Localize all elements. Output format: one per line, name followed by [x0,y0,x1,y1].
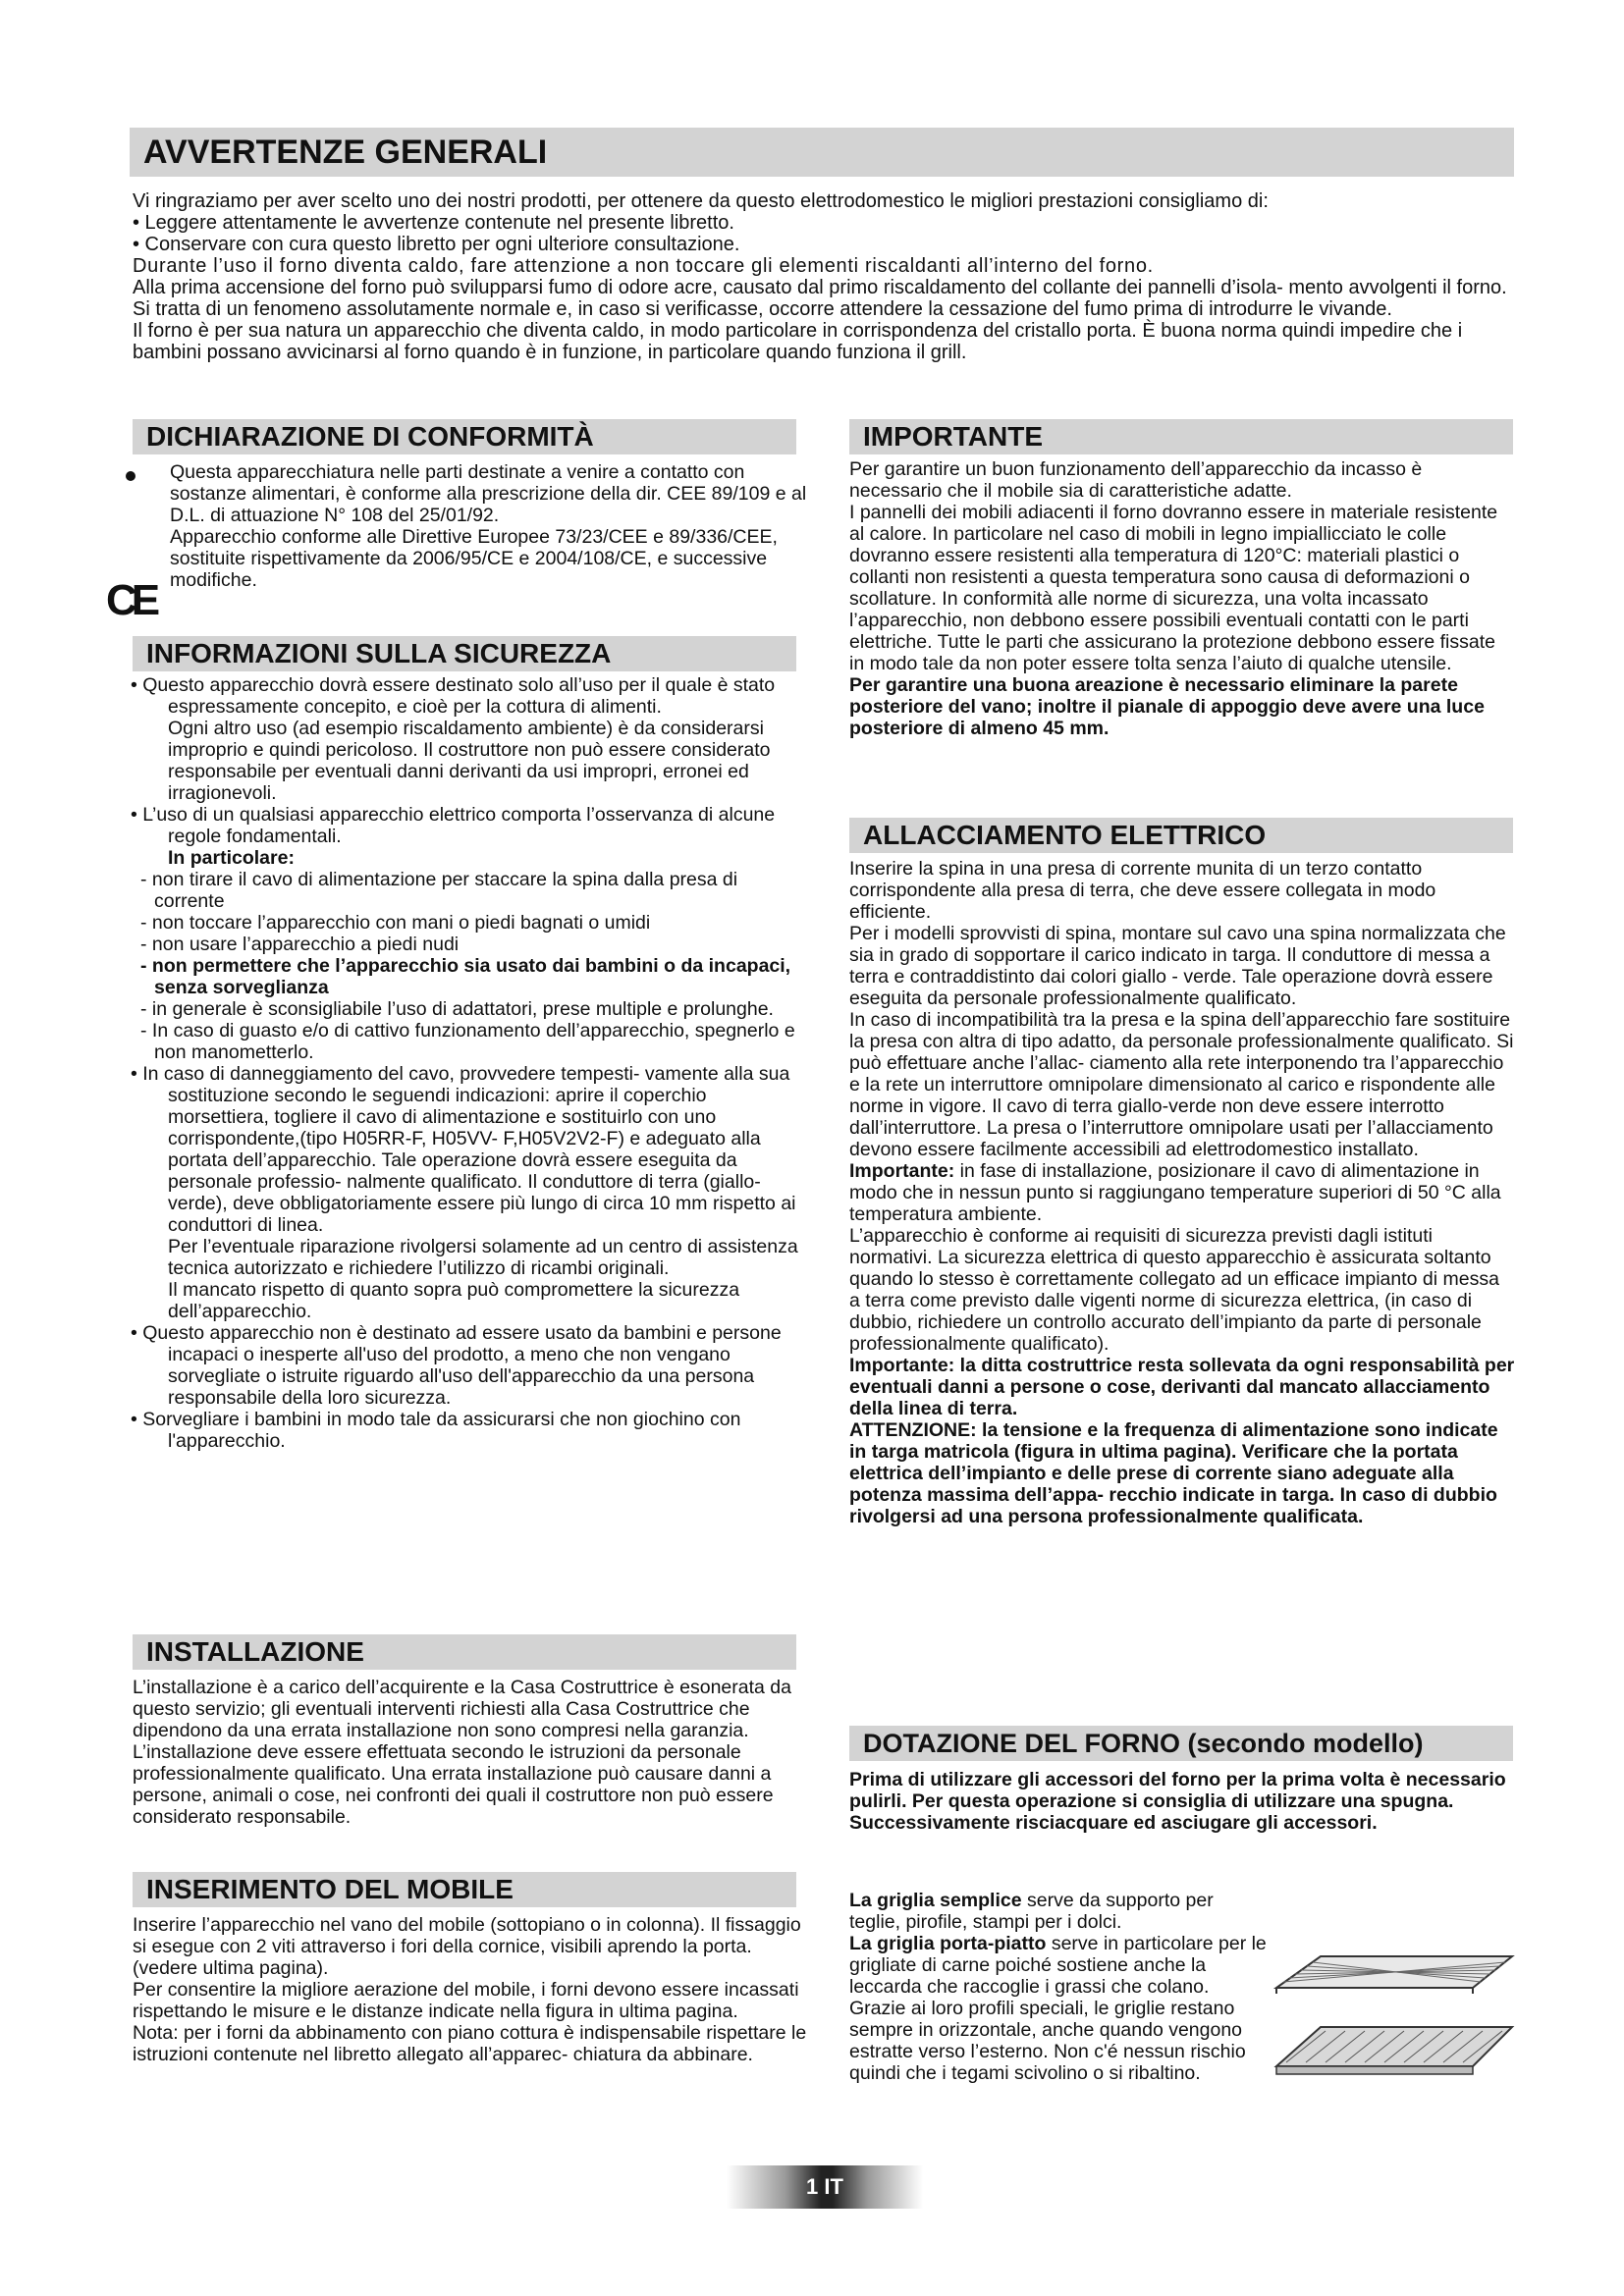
sicurezza-item: - in generale è sconsigliabile l’uso di adattatori, prese multiple e prolunghe. [140,998,774,1020]
importante-p2: I pannelli dei mobili adiacenti il forno dovranno essere in materiale resistente al calore. In particolare nel caso di mobili in legno impiallicciato le colle dovranno essere resistenti alla temperatura di 120°C: materiali plastici o collanti non resistenti a questa temperatura sono causa di deformazioni o scollature. In conformità alle norme di sicurezza, una volta incassato l’apparecchio, non debbono essere possibili eventuali contatti con le parti elettriche. Tutte le parti che assicurano la protezione debbono essere fissate in modo tale da non poter essere tolta senza l’aiuto di qualche utensile. [849,502,1498,674]
intro-line: Vi ringraziamo per aver scelto uno dei nostri prodotti, per ottenere da questo elettrodomestico le migliori prestazioni consigliamo di: [133,190,1269,212]
griglie-text [849,1890,1267,2084]
sicurezza-text [131,674,808,1452]
sicurezza-item: - non tirare il cavo di alimentazione per staccare la spina dalla presa di corrente [140,869,738,912]
elettrico-p4-label: Importante: [849,1160,955,1182]
page-title: AVVERTENZE GENERALI [130,128,1514,177]
griglia-semplice-text: serve da supporto per teglie, pirofile, stampi per i dolci. [849,1890,1214,1933]
sicurezza-item: - In caso di guasto e/o di cattivo funzionamento dell’apparecchio, spegnerlo e non manometterlo. [140,1020,795,1063]
mobile-p3: Nota: per i forni da abbinamento con piano cottura è indispensabile rispettare le istruzioni contenute nel libretto allegato all’apparec- chiatura da abbinare. [133,2022,807,2065]
intro-line: Alla prima accensione del forno può svilupparsi fumo di odore acre, causato dal primo riscaldamento del collante dei pannelli d’isola- mento avvolgenti il forno. Si tratta di un fenomeno assolutamente normale e, in caso si verificasse, occorre attendere la cessazione del fumo prima di introdurre le vivande. [133,277,1507,320]
elettrico-p7: ATTENZIONE: la tensione e la frequenza di alimentazione sono indicate in targa matricola (figura in ultima pagina). Verificare che la portata elettrica dell’impianto e delle prese di corrente siano adeguate alla potenza massima dell’appa- recchio indicate in targa. In caso di dubbio rivolgersi ad una persona professionalmente qualificata. [849,1419,1498,1527]
elettrico-text [849,858,1515,1527]
section-title-sicurezza: INFORMAZIONI SULLA SICUREZZA [133,636,796,671]
sicurezza-item: • In caso di danneggiamento del cavo, provvedere tempesti- vamente alla sua sostituzione secondo le seguendi indicazioni: aprire il coperchio morsettiera, togliere il cavo di alimentazione e sostituirlo con uno corrispondente,(tipo H05RR-F, H05VV- F,H05V2V2-F) e adeguato alla portata dell’apparecchio. Tale operazione dovrà essere eseguita da personale professio- nalmente qualificato. Il conduttore di terra (giallo-verde), deve obbligatoriamente essere più lungo di circa 10 mm rispetto ai conduttori di linea. [131,1063,796,1236]
griglia-semplice [849,1890,1267,1933]
section-title-conformita: DICHIARAZIONE DI CONFORMITÀ [133,419,796,454]
sicurezza-item: In particolare: [168,847,295,869]
griglie-note: Grazie ai loro profili speciali, le griglie restano sempre in orizzontale, anche quando vengono estratte verso l’esterno. Non c'é nessun rischio quindi che i tegami scivolino o si ribaltino. [849,1998,1246,2084]
griglia-portapiatto-label: La griglia porta-piatto [849,1933,1047,1954]
griglia-portapiatto-text: serve in particolare per le grigliate di carne poiché sostiene anche la leccarda che raccoglie i grassi che colano. [849,1933,1267,1998]
installazione-text [133,1677,810,1828]
sicurezza-item: - non permettere che l’apparecchio sia usato dai bambini o da incapaci, senza sorveglianza [140,955,791,998]
elettrico-p6: Importante: la ditta costruttrice resta sollevata da ogni responsabilità per eventuali danni a persone o cose, derivanti dal mancato allacciamento della linea di terra. [849,1355,1515,1419]
intro-line: • Leggere attentamente le avvertenze contenute nel presente libretto. [133,212,734,234]
importante-p1: Per garantire un buon funzionamento dell’apparecchio da incasso è necessario che il mobile sia di caratteristiche adatte. [849,458,1423,502]
page-number: 1 IT [727,2165,923,2209]
sicurezza-item: - non usare l’apparecchio a piedi nudi [140,934,460,955]
elettrico-p4 [849,1160,1515,1225]
elettrico-p3: In caso di incompatibilità tra la presa e la spina dell’apparecchio fare sostituire la presa con altra di tipo adatto, da personale professionalmente qualificato. Si può effettuare anche l’allac- ciamento alla rete interponendo tra l’apparecchio e la rete un interruttore omnipolare dimensionato al carico e rispondente alle norme in vigore. Il cavo di terra giallo-verde non deve essere interrotto dall’interruttore. La presa o l’interruttore omnipolare usati per l’allacciamento devono essere facilmente accessibili ad elettrodomestico installato. [849,1009,1514,1160]
sicurezza-item: • Questo apparecchio dovrà essere destinato solo all’uso per il quale è stato espressamente concepito, e cioè per la cottura di alimenti. [131,674,776,718]
section-title-dotazione: DOTAZIONE DEL FORNO (secondo modello) [849,1726,1513,1761]
griglia-semplice-label: La griglia semplice [849,1890,1022,1911]
elettrico-p4-text: in fase di installazione, posizionare il cavo di alimentazione in modo che in nessun punto si raggiungano temperature superiori di 50 °C alla temperatura ambiente. [849,1160,1501,1225]
ce-mark-icon: CE [106,576,155,624]
sicurezza-item: • Sorvegliare i bambini in modo tale da assicurarsi che non giochino con l'apparecchio. [131,1409,741,1452]
installazione-p1: L’installazione è a carico dell’acquirente e la Casa Costruttrice è esonerata da questo servizio; gli eventuali interventi richiesti alla Casa Costruttrice che dipendono da una errata installazione non sono compresi nella garanzia. [133,1677,791,1741]
griglia-portapiatto [849,1933,1267,1998]
elettrico-p5: L’apparecchio è conforme ai requisiti di sicurezza previsti dagli istituti normativi. La sicurezza elettrica di questo apparecchio è assicurata soltanto quando lo stesso è correttamente collegato ad un efficace impianto di messa a terra come previsto dalle vigenti norme di sicurezza elettrica, (in caso di dubbio, richiedere un controllo accurato dell’impianto da parte di personale professionalmente qualificato). [849,1225,1499,1355]
elettrico-p1: Inserire la spina in una presa di corrente munita di un terzo contatto corrispondente alla presa di terra, che deve essere collegata in modo efficiente. [849,858,1436,923]
mobile-p2: Per consentire la migliore aerazione del mobile, i forni devono essere incassati rispettando le misure e le distanze indicate nella figura in ultima pagina. [133,1979,799,2022]
rack-flat-icon [1276,1956,1512,1994]
intro-line: Durante l’uso il forno diventa caldo, fare attenzione a non toccare gli elementi riscaldanti all’interno del forno. [133,255,1154,277]
sicurezza-item: • L’uso di un qualsiasi apparecchio elettrico comporta l’osservanza di alcune regole fondamentali. [131,804,776,847]
sicurezza-item: - non toccare l’apparecchio con mani o piedi bagnati o umidi [140,912,651,934]
intro-text [133,190,1515,363]
oven-rack-illustration [1272,1949,1517,2106]
elettrico-p2: Per i modelli sprovvisti di spina, montare sul cavo una spina normalizzata che sia in grado di sopportare il carico indicato in targa. Il conduttore di messa a terra e contraddistinto dai colori giallo - verde. Tale operazione dovrà essere eseguita da personale professionalmente qualificato. [849,923,1506,1009]
intro-line: Il forno è per sua natura un apparecchio che diventa caldo, in modo particolare in corrispondenza del cristallo porta. È buona norma quindi impedire che i bambini possano avvicinarsi al forno quando è in funzione, in particolare quando funziona il grill. [133,320,1463,363]
installazione-p2: L’installazione deve essere effettuata secondo le istruzioni da personale professionalmente qualificato. Una errata installazione può causare danni a persone, animali o cose, nei confronti dei quali il costruttore non può essere considerato responsabile. [133,1741,774,1828]
importante-p3: Per garantire una buona areazione è necessario eliminare la parete posteriore del vano; inoltre il pianale di appoggio deve avere una luce posteriore di almeno 45 mm. [849,674,1485,739]
sicurezza-item: Ogni altro uso (ad esempio riscaldamento ambiente) è da considerarsi improprio e quindi pericoloso. Il costruttore non può essere considerato responsabile per eventuali danni derivanti da usi impropri, erronei ed irragionevoli. [168,718,771,804]
importante-text [849,458,1515,739]
section-title-importante: IMPORTANTE [849,419,1513,454]
conformita-text [170,461,813,591]
rack-plate-holder-icon [1276,2027,1512,2074]
sicurezza-item: Il mancato rispetto di quanto sopra può compromettere la sicurezza dell’apparecchio. [168,1279,740,1322]
dotazione-intro [849,1769,1515,1834]
dotazione-p1: Prima di utilizzare gli accessori del forno per la prima volta è necessario pulirli. Per questa operazione si consiglia di utilizzare una spugna. Successivamente risciacquare ed asciugare gli accessori. [849,1769,1506,1834]
mobile-p1: Inserire l’apparecchio nel vano del mobile (sottopiano o in colonna). Il fissaggio si esegue con 2 viti attraverso i fori della cornice, visibili aprendo la porta.(vedere ultima pagina). [133,1914,801,1979]
section-title-mobile: INSERIMENTO DEL MOBILE [133,1872,796,1907]
section-title-elettrico: ALLACCIAMENTO ELETTRICO [849,818,1513,853]
sicurezza-item: • Questo apparecchio non è destinato ad essere usato da bambini e persone incapaci o inesperte all'uso del prodotto, a meno che non vengano sorvegliate o istruite riguardo all'uso dell'apparecchio da una persona responsabile della loro sicurezza. [131,1322,782,1409]
sicurezza-item: Per l’eventuale riparazione rivolgersi solamente ad un centro di assistenza tecnica autorizzato e richiedere l’utilizzo di ricambi originali. [168,1236,798,1279]
mobile-text [133,1914,810,2065]
conformita-p2: Apparecchio conforme alle Direttive Europee 73/23/CEE e 89/336/CEE, sostituite rispettivamente da 2006/95/CE e 2004/108/CE, e successive modifiche. [170,526,778,591]
section-title-installazione: INSTALLAZIONE [133,1634,796,1670]
intro-line: • Conservare con cura questo libretto per ogni ulteriore consultazione. [133,234,740,255]
bullet-icon [126,471,135,481]
conformita-p1: Questa apparecchiatura nelle parti destinate a venire a contatto con sostanze alimentari, è conforme alla prescrizione della dir. CEE 89/109 e al D.L. di attuazione N° 108 del 25/01/92. [170,461,807,526]
